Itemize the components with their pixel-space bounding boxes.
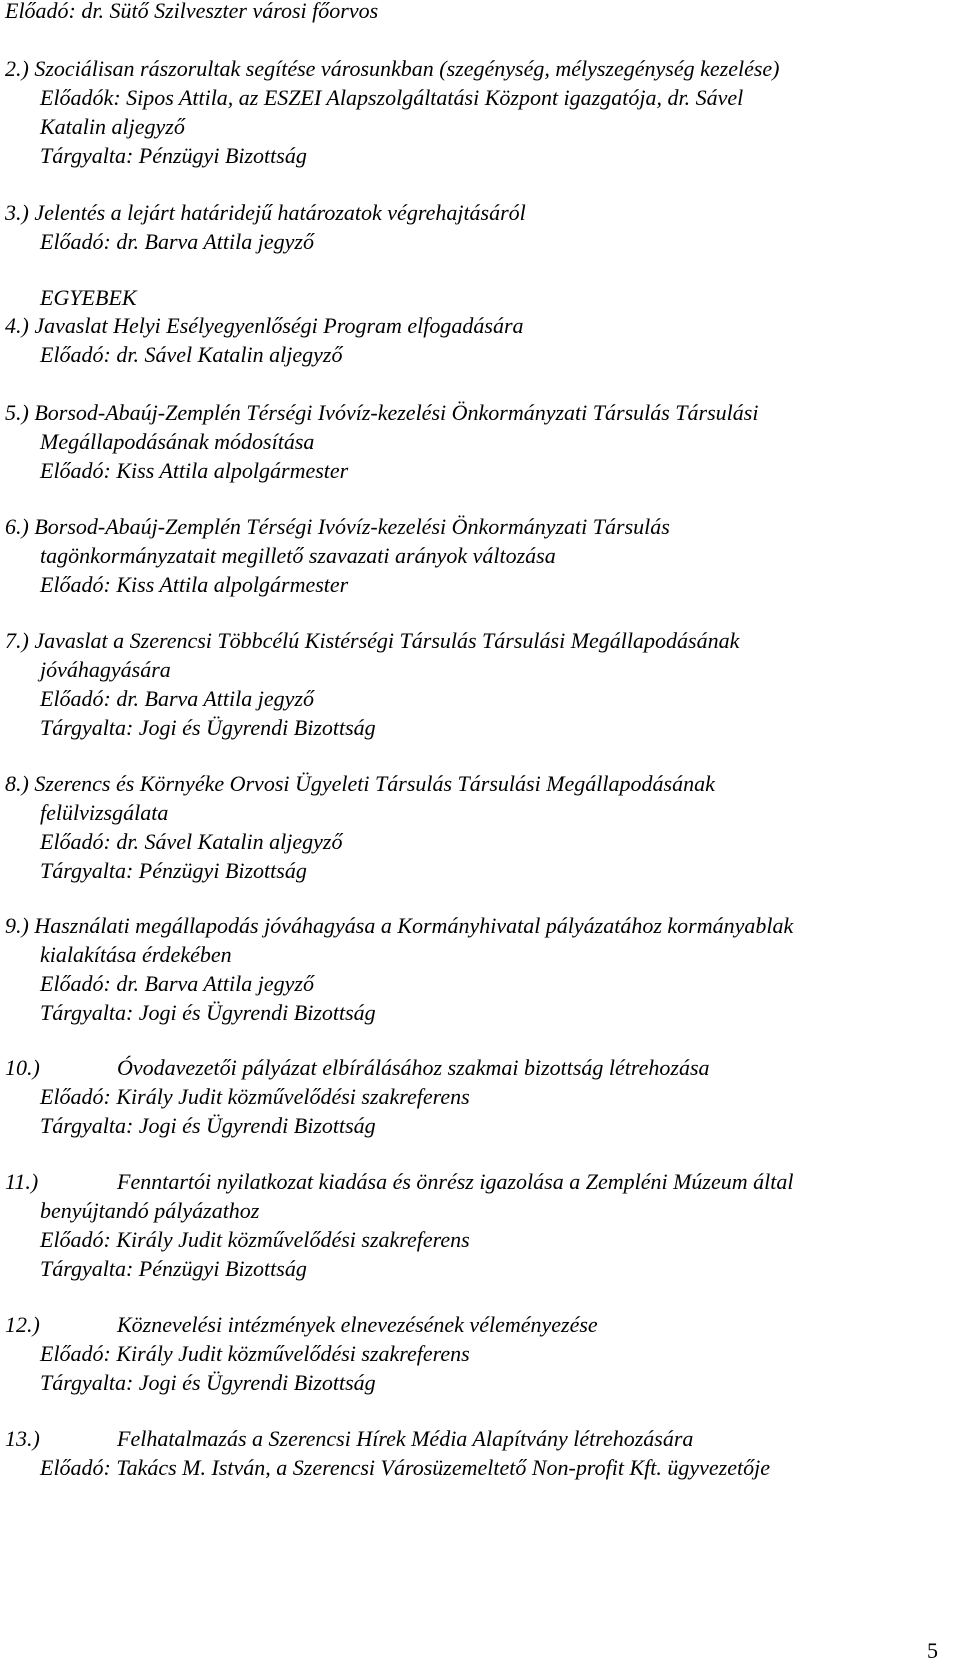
item-10-presenter: Előadó: Király Judit közművelődési szakreferens bbox=[40, 1084, 470, 1109]
item-11-title-cont: benyújtandó pályázathoz bbox=[40, 1198, 260, 1223]
item-2-presenter: Előadók: Sipos Attila, az ESZEI Alapszolgáltatási Központ igazgatója, dr. Sável bbox=[40, 85, 744, 110]
item-13-title: 13.) Felhatalmazás a Szerencsi Hírek Média Alapítvány létrehozására bbox=[5, 1426, 694, 1451]
item-9-presenter: Előadó: dr. Barva Attila jegyző bbox=[40, 971, 314, 996]
item-8-committee: Tárgyalta: Pénzügyi Bizottság bbox=[40, 858, 307, 883]
item-9-title: 9.) Használati megállapodás jóváhagyása a Kormányhivatal pályázatához kormányablak bbox=[5, 913, 794, 938]
item-8-title: 8.) Szerencs és Környéke Orvosi Ügyeleti Társulás Társulási Megállapodásának bbox=[5, 771, 715, 796]
item-8-presenter: Előadó: dr. Sável Katalin aljegyző bbox=[40, 829, 343, 854]
item-3-presenter: Előadó: dr. Barva Attila jegyző bbox=[40, 229, 314, 254]
item-7-committee: Tárgyalta: Jogi és Ügyrendi Bizottság bbox=[40, 715, 376, 740]
item-7-title-cont: jóváhagyására bbox=[40, 657, 171, 682]
item-8-title-cont: felülvizsgálata bbox=[40, 800, 169, 825]
item-10-title: 10.) Óvodavezetői pályázat elbírálásához szakmai bizottság létrehozása bbox=[5, 1055, 710, 1080]
item-12-presenter: Előadó: Király Judit közművelődési szakreferens bbox=[40, 1341, 470, 1366]
item-2-presenter-cont: Katalin aljegyző bbox=[40, 114, 185, 139]
intro-line: Előadó: dr. Sütő Szilveszter városi főorvos bbox=[5, 0, 379, 23]
item-7-presenter: Előadó: dr. Barva Attila jegyző bbox=[40, 686, 314, 711]
item-11-committee: Tárgyalta: Pénzügyi Bizottság bbox=[40, 1256, 307, 1281]
item-5-title: 5.) Borsod-Abaúj-Zemplén Térségi Ivóvíz-kezelési Önkormányzati Társulás Társulási bbox=[5, 400, 759, 425]
item-13-presenter: Előadó: Takács M. István, a Szerencsi Városüzemeltető Non-profit Kft. ügyvezetője bbox=[40, 1455, 770, 1480]
item-4-title: 4.) Javaslat Helyi Esélyegyenlőségi Program elfogadására bbox=[5, 313, 524, 338]
item-2-number: 2.) bbox=[5, 56, 29, 81]
item-3-title: 3.) Jelentés a lejárt határidejű határozatok végrehajtásáról bbox=[5, 200, 526, 225]
item-2-title: 2.) Szociálisan rászorultak segítése városunkban (szegénység, mélyszegénység kezelése) bbox=[5, 54, 780, 84]
item-9-title-cont: kialakítása érdekében bbox=[40, 942, 232, 967]
item-6-title: 6.) Borsod-Abaúj-Zemplén Térségi Ivóvíz-kezelési Önkormányzati Társulás bbox=[5, 514, 670, 539]
item-4-presenter: Előadó: dr. Sável Katalin aljegyző bbox=[40, 342, 343, 367]
item-12-committee: Tárgyalta: Jogi és Ügyrendi Bizottság bbox=[40, 1370, 376, 1395]
item-12-title: 12.) Köznevelési intézmények elnevezésének véleményezése bbox=[5, 1312, 598, 1337]
item-2-committee: Tárgyalta: Pénzügyi Bizottság bbox=[40, 143, 307, 168]
item-5-presenter: Előadó: Kiss Attila alpolgármester bbox=[40, 458, 349, 483]
item-9-committee: Tárgyalta: Jogi és Ügyrendi Bizottság bbox=[40, 1000, 376, 1025]
item-6-presenter: Előadó: Kiss Attila alpolgármester bbox=[40, 572, 349, 597]
item-6-title-cont: tagönkormányzatait megillető szavazati arányok változása bbox=[40, 543, 556, 568]
item-11-presenter: Előadó: Király Judit közművelődési szakreferens bbox=[40, 1227, 470, 1252]
item-10-committee: Tárgyalta: Jogi és Ügyrendi Bizottság bbox=[40, 1113, 376, 1138]
section-heading: EGYEBEK bbox=[40, 285, 137, 310]
page-number: 5 bbox=[927, 1638, 938, 1663]
item-11-title: 11.) Fenntartói nyilatkozat kiadása és önrész igazolása a Zempléni Múzeum által bbox=[5, 1169, 794, 1194]
item-5-title-cont: Megállapodásának módosítása bbox=[40, 429, 315, 454]
item-7-title: 7.) Javaslat a Szerencsi Többcélú Kistérségi Társulás Társulási Megállapodásának bbox=[5, 628, 740, 653]
